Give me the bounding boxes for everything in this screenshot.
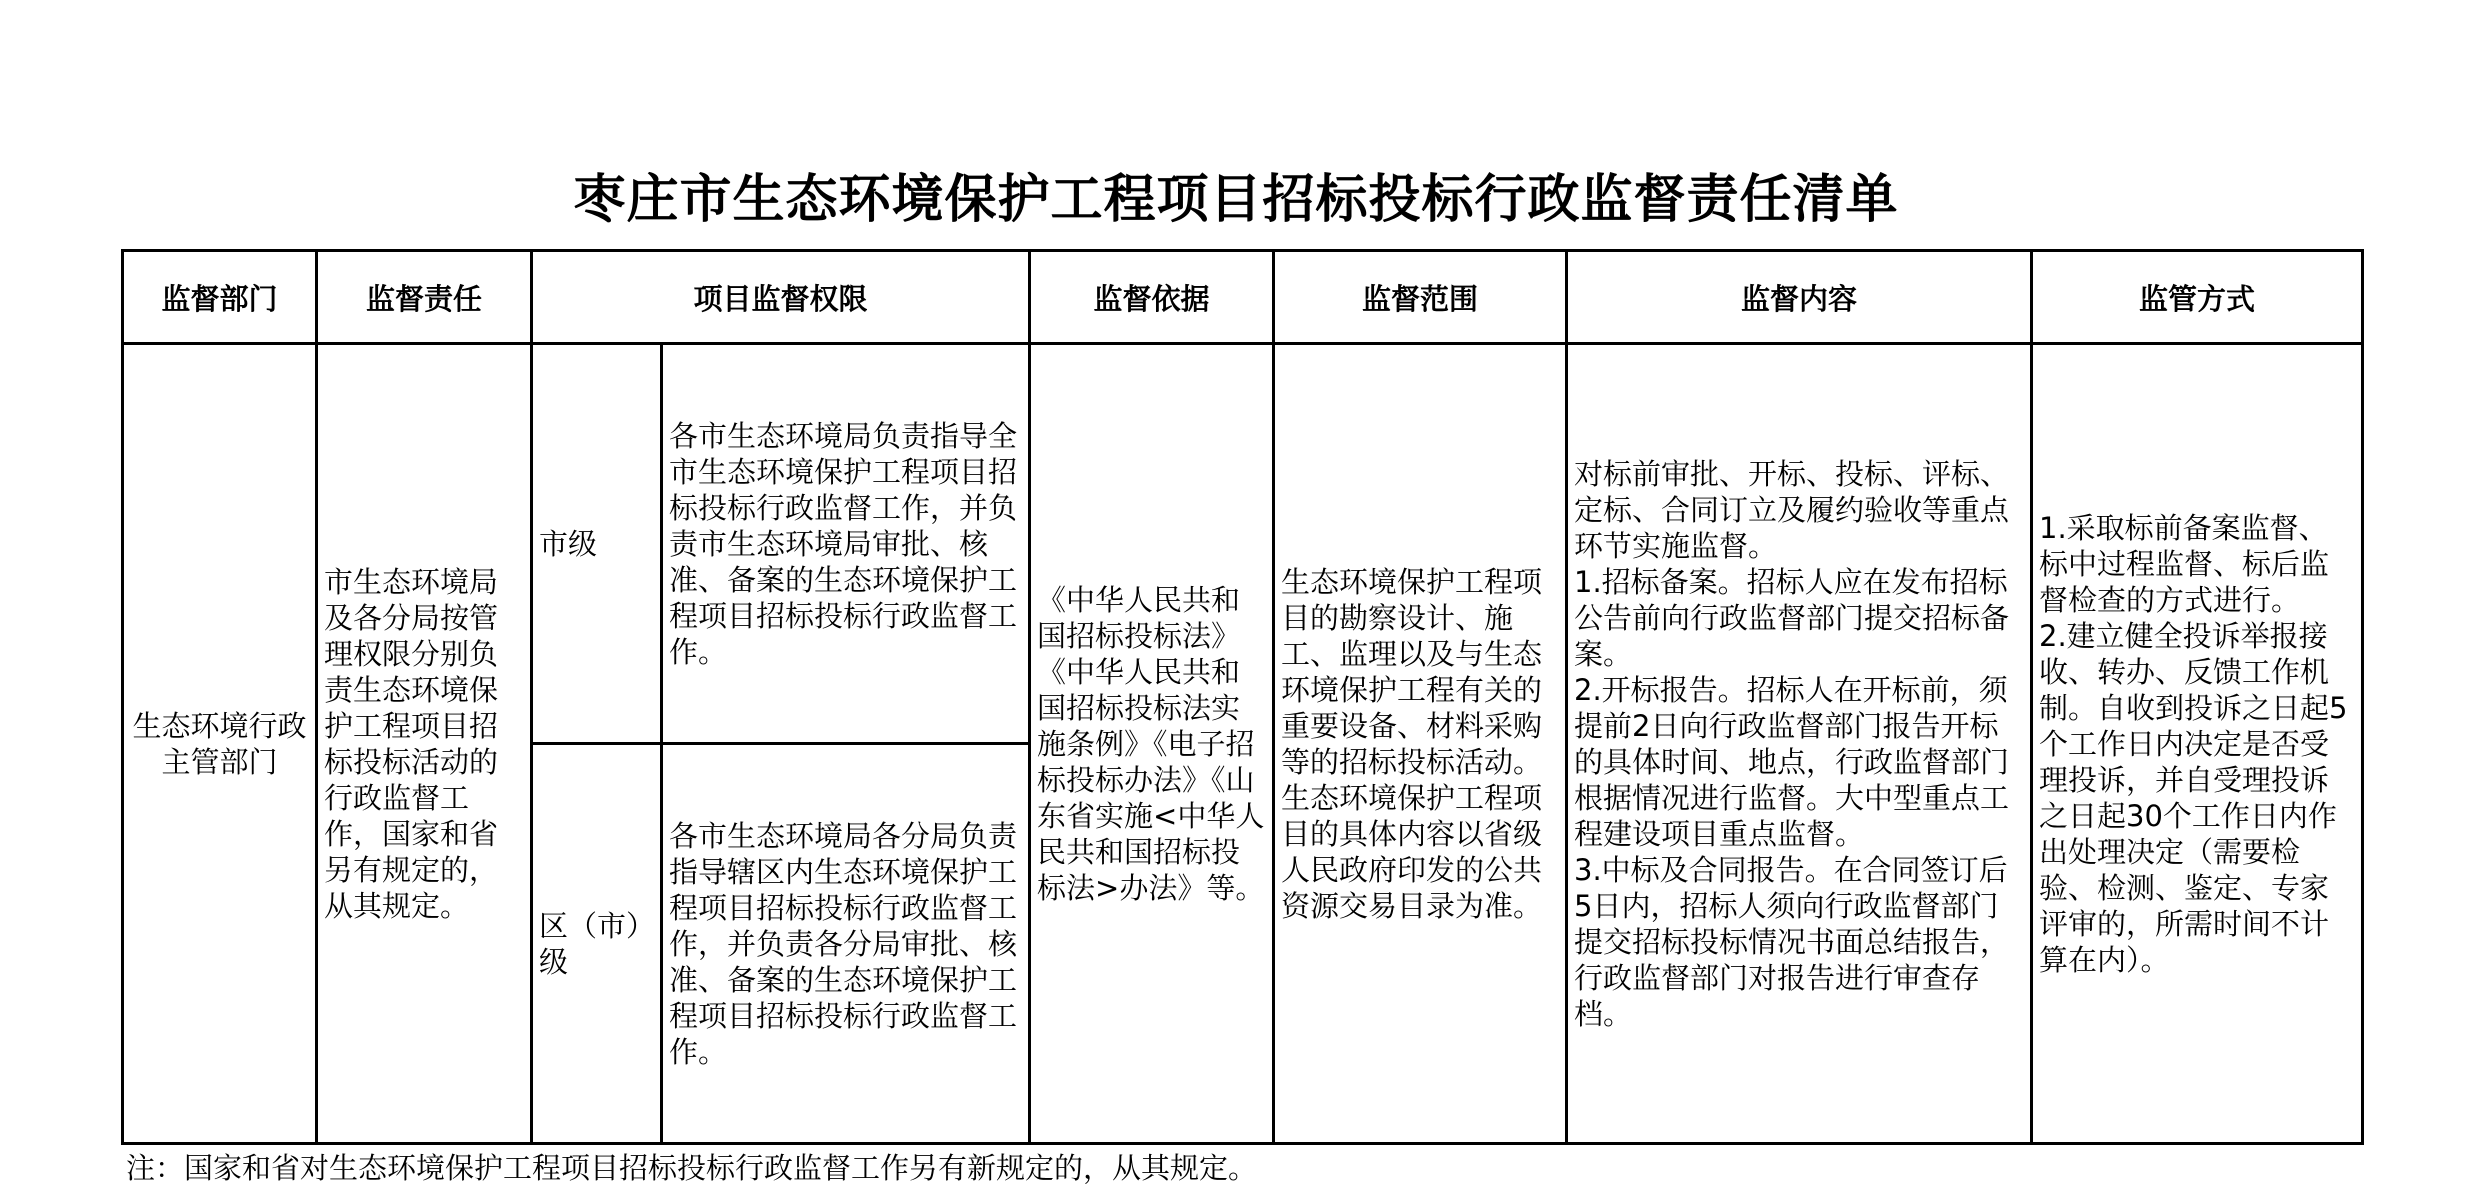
method-line: 1.采取标前备案监督、标中过程监督、标后监督检查的方式进行。 [2039,510,2330,617]
district-level-text: 各市生态环境局各分局负责指导辖区内生态环境保护工程项目招标投标行政监督工作，并负责各分局审批、核准、备案的生态环境保护工程项目招标投标行政监督工作。 [662,744,1030,1144]
responsibility-cell: 市生态环境局及各分局按管理权限分别负责生态环境保护工程项目招标投标活动的行政监督工作，国家和省另有规定的，从其规定。 [317,344,532,1144]
method-cell [2032,344,2363,1144]
footnote: 注：国家和省对生态环境保护工程项目招标投标行政监督工作另有新规定的，从其规定。 [126,1151,1258,1185]
scope-cell: 生态环境保护工程项目的勘察设计、施工、监理以及与生态环境保护工程有关的重要设备、材料采购等的招标投标活动。生态环境保护工程项目的具体内容以省级人民政府印发的公共资源交易目录为准。 [1274,344,1567,1144]
district-level-label: 区（市）级 [532,744,662,1144]
city-level-text: 各市生态环境局负责指导全市生态环境保护工程项目招标投标行政监督工作，并负责市生态环境局审批、核准、备案的生态环境保护工程项目招标投标行政监督工作。 [662,344,1030,744]
content-line: 对标前审批、开标、投标、评标、定标、合同订立及履约验收等重点环节实施监督。 [1574,456,2010,563]
method-line: 2.建立健全投诉举报接收、转办、反馈工作机制。自收到投诉之日起5个工作日内决定是否受理投诉，并自受理投诉之日起30个工作日内作出处理决定（需要检验、检测、鉴定、专家评审的，所需时间不计算在内）。 [2039,618,2348,977]
content-cell [1567,344,2032,1144]
table-row [123,344,2363,744]
basis-cell: 《中华人民共和国招标投标法》《中华人民共和国招标投标法实施条例》《电子招标投标办法》《山东省实施<中华人民共和国招标投标法>办法》等。 [1030,344,1274,1144]
content-line: 2.开标报告。招标人在开标前，须提前2日向行政监督部门报告开标的具体时间、地点，行政监督部门根据情况进行监督。大中型重点工程建设项目重点监督。 [1574,672,2010,851]
city-level-label: 市级 [532,344,662,744]
responsibility-table [121,249,2364,1145]
content-line: 3.中标及合同报告。在合同签订后5日内，招标人须向行政监督部门提交招标投标情况书面总结报告，行政监督部门对报告进行审查存档。 [1574,852,2010,1031]
header-row [123,251,2363,344]
header-authority: 项目监督权限 [532,251,1030,344]
header-content: 监督内容 [1567,251,2032,344]
header-dept: 监督部门 [123,251,317,344]
content-line: 1.招标备案。招标人应在发布招标公告前向行政监督部门提交招标备案。 [1574,564,2010,671]
header-responsibility: 监督责任 [317,251,532,344]
dept-cell: 生态环境行政主管部门 [123,344,317,1144]
header-method: 监管方式 [2032,251,2363,344]
header-scope: 监督范围 [1274,251,1567,344]
page-title: 枣庄市生态环境保护工程项目招标投标行政监督责任清单 [573,169,1899,230]
header-basis: 监督依据 [1030,251,1274,344]
